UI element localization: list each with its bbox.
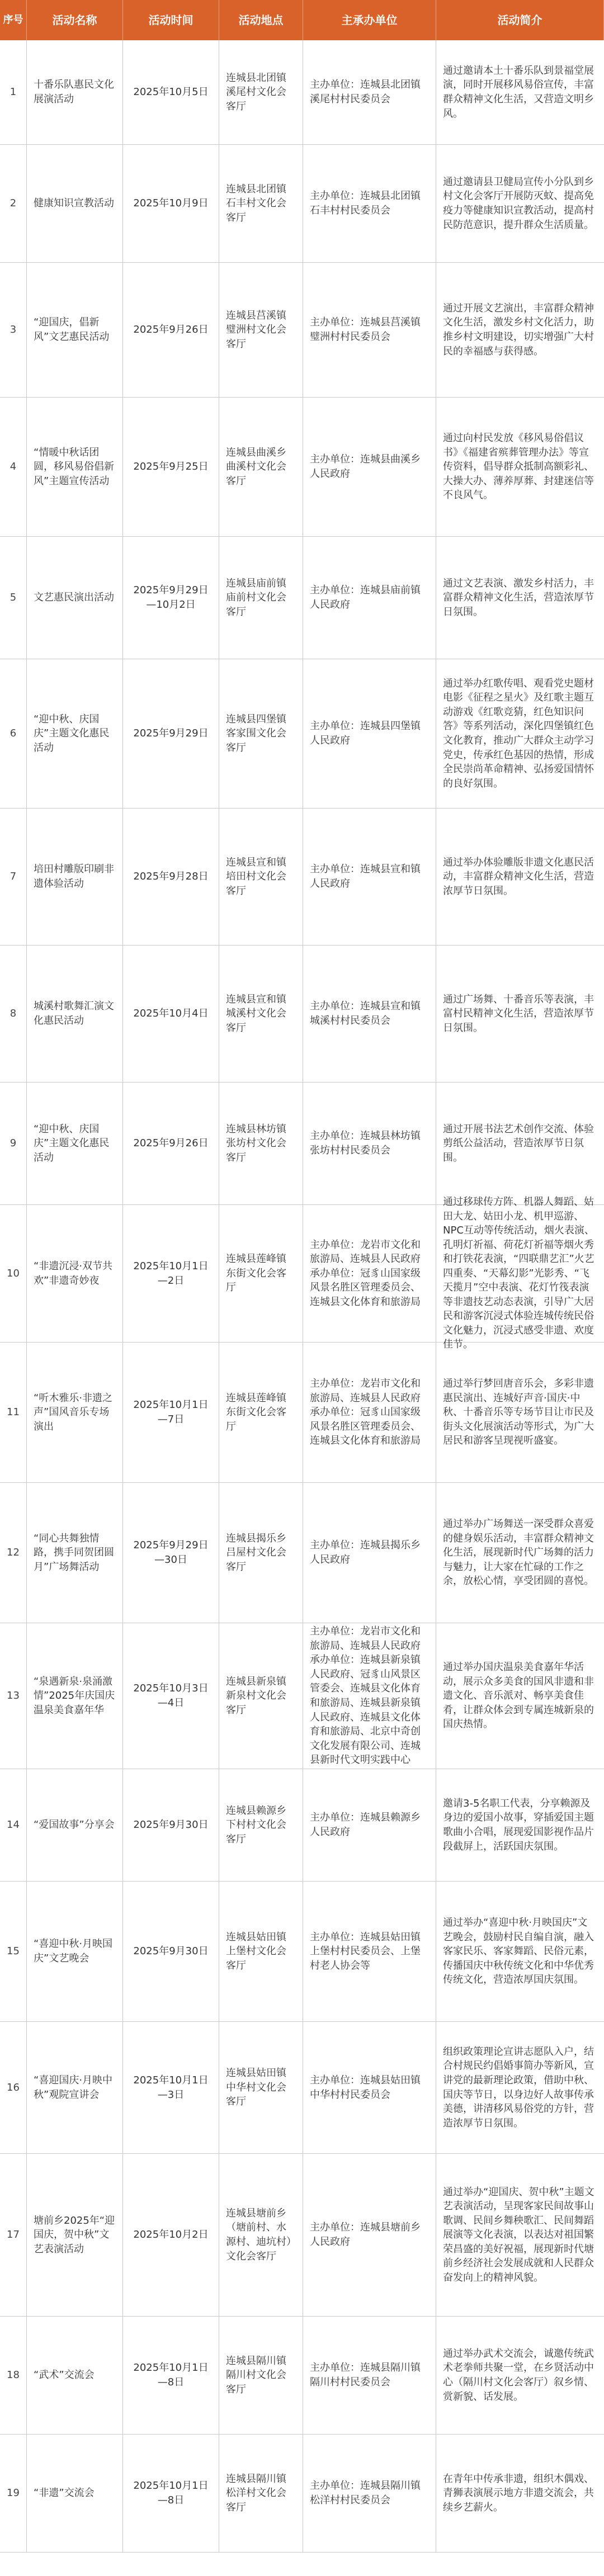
activity-name: “迎中秋、庆国庆”主题文化惠民活动 — [27, 659, 123, 808]
table-row — [0, 2435, 604, 2553]
activity-name: 城溪村歌舞汇演文化惠民活动 — [27, 946, 123, 1082]
table-row — [0, 1083, 604, 1205]
activity-place: 连城县姑田镇中华村文化会客厅 — [219, 2022, 303, 2153]
activity-place: 连城县莲峰镇东街文化会客厅 — [219, 1343, 303, 1482]
activity-place: 连城县宣和镇培田村文化会客厅 — [219, 809, 303, 945]
activity-place: 连城县新泉镇新泉村文化会客厅 — [219, 1623, 303, 1769]
activity-name: 十番乐队惠民文化展演活动 — [27, 40, 123, 144]
activity-place: 连城县林坊镇张坊村文化会客厅 — [219, 1083, 303, 1204]
row-no: 3 — [0, 263, 27, 397]
activity-name: 培田村雕版印刷非遗体验活动 — [27, 809, 123, 945]
table-row — [0, 1483, 604, 1623]
activity-place: 连城县塘前乡（塘前村、水源村、迪坑村）文化会客厅 — [219, 2154, 303, 2316]
activity-org: 主办单位：连城县姑田镇中华村村民委员会 — [303, 2022, 436, 2153]
activity-desc: 通过举办体验雕版非遗文化惠民活动，丰富群众精神文化生活，营造浓厚节日氛围。 — [443, 856, 594, 897]
table-row — [0, 1623, 604, 1769]
table-row — [0, 2154, 604, 2317]
activity-name: “听木雅乐·非遗之声”国风音乐专场演出 — [27, 1343, 123, 1482]
table-row — [0, 537, 604, 659]
activity-place: 连城县赖源乡下村村文化会客厅 — [219, 1769, 303, 1881]
table-row — [0, 1343, 604, 1483]
table-header — [0, 0, 604, 40]
activity-org: 主办单位：连城县北团镇溪尾村村民委员会 — [303, 40, 436, 144]
activity-time: 2025年10月1日—8日 — [123, 2317, 219, 2434]
activity-org: 主办单位：连城县北团镇石丰村村民委员会 — [303, 145, 436, 262]
row-no: 16 — [0, 2022, 27, 2153]
activity-place: 连城县莲峰镇东街文化会客厅 — [219, 1205, 303, 1342]
table-row — [0, 398, 604, 537]
row-no: 10 — [0, 1205, 27, 1342]
row-no: 5 — [0, 537, 27, 659]
activity-time: 2025年10月1日—8日 — [123, 2435, 219, 2552]
activity-time: 2025年10月9日 — [123, 145, 219, 262]
activity-desc: 田大龙、姑田小龙、机甲巡游、NPC互动等传统活动，烟火表演、孔明灯祈福、荷花灯祈福等烟火秀和打铁花表演，“四联鼎艺汇”火艺四重奏、“天幕幻影”光影秀、“飞天揽月”空中表演、花灯竹筏表演等非遗技艺动态表演，引导广大居民和游客沉浸式体验连城传统民俗文化魅力，沉浸式感受非遗、欢度 — [443, 1210, 594, 1336]
row-no: 4 — [0, 398, 27, 536]
activity-desc: 通过举行梦回唐音乐会，多彩非遗惠民演出、连城好声音·国庆·中秋、十番音乐等专场节目让市民及街头文化展演活动等形式，为广大居民和游客呈现视听盛宴。 — [443, 1378, 594, 1447]
activity-desc: 通过向村民发放《移风易俗倡议书》《福建省殡葬管理办法》等宣传资料，倡导群众抵制高额彩礼、大操大办、薄养厚葬、封建迷信等不良风气。 — [443, 432, 594, 502]
activity-place: 连城县四堡镇客家围文化会客厅 — [219, 659, 303, 808]
activity-place: 连城县揭乐乡吕屋村文化会客厅 — [219, 1483, 303, 1623]
table-row — [0, 1769, 604, 1882]
table-row — [0, 659, 604, 809]
activity-name: “迎国庆，倡新风”文艺惠民活动 — [27, 263, 123, 397]
activity-time: 2025年10月4日 — [123, 946, 219, 1082]
activity-org: 主办单位：连城县庙前镇人民政府 — [303, 537, 436, 659]
activity-time: 2025年9月25日 — [123, 398, 219, 536]
table-row — [0, 40, 604, 145]
activity-org: 主办单位：连城县揭乐乡人民政府 — [303, 1483, 436, 1623]
activity-time: 2025年9月30日 — [123, 1769, 219, 1881]
activity-org: 主办单位：连城县姑田镇上堡村村民委员会、上堡村老人协会等 — [303, 1882, 436, 2021]
activity-org: 主办单位：连城县宣和镇城溪村村民委员会 — [303, 946, 436, 1082]
activity-time: 2025年9月26日 — [123, 263, 219, 397]
row-no: 13 — [0, 1623, 27, 1769]
activity-time: 2025年9月26日 — [123, 1083, 219, 1204]
activity-place: 连城县北团镇石丰村文化会客厅 — [219, 145, 303, 262]
activity-time: 2025年9月29日—10月2日 — [123, 537, 219, 659]
activity-name: 塘前乡2025年“迎国庆，贺中秋”文艺表演活动 — [27, 2154, 123, 2316]
activity-desc: 通过开展书法艺术创作交流、体验剪纸公益活动，营造浓厚节日氛围。 — [443, 1123, 594, 1164]
activity-time: 2025年9月28日 — [123, 809, 219, 945]
activity-place: 连城县隔川镇松洋村文化会客厅 — [219, 2435, 303, 2552]
activity-time: 2025年10月1日—7日 — [123, 1343, 219, 1482]
row-no: 19 — [0, 2435, 27, 2552]
activity-desc: 通过举办广场舞送一深受群众喜爱的健身娱乐活动，丰富群众精神文化生活，展现新时代广场舞的活力与魅力，让大家在忙碌的工作之余，放松心情，享受团圆的喜悦。 — [443, 1518, 594, 1587]
header-org: 主承办单位 — [303, 0, 436, 40]
row-no: 7 — [0, 809, 27, 945]
activity-name: “非遗沉浸·双节共欢”非遗奇妙夜 — [27, 1205, 123, 1342]
activity-desc: 通过开展文艺演出，丰富群众精神文化生活，激发乡村文化活力，助推乡村文明建设，切实增强广大村民的幸福感与获得感。 — [443, 302, 594, 357]
activity-desc: 通过广场舞、十番音乐等表演，丰富村民精神文化生活，营造浓厚节日氛围。 — [443, 993, 594, 1034]
header-desc: 活动简介 — [436, 0, 604, 40]
activity-desc: 通过举办“喜迎中秋·月映国庆”文艺晚会，鼓励村民自编自演，融入客家民乐、客家舞蹈、民俗元素，传播国庆中秋传统文化和中华优秀传统文化，营造浓厚国庆氛围。 — [443, 1917, 594, 1986]
activity-name: 健康知识宣教活动 — [27, 145, 123, 262]
activity-time: 2025年10月2日 — [123, 2154, 219, 2316]
activity-time: 2025年10月1日—2日 — [123, 1205, 219, 1342]
activity-time: 2025年9月30日 — [123, 1882, 219, 2021]
row-no: 2 — [0, 145, 27, 262]
activity-place: 连城县隔川镇隔川村文化会客厅 — [219, 2317, 303, 2434]
activity-name: “爱国故事”分享会 — [27, 1769, 123, 1881]
table-row — [0, 2022, 604, 2154]
header-place: 活动地点 — [219, 0, 303, 40]
row-no: 8 — [0, 946, 27, 1082]
activity-name: “喜迎国庆·月映中秋”观院宣讲会 — [27, 2022, 123, 2153]
activity-place: 连城县庙前镇庙前村文化会客厅 — [219, 537, 303, 659]
table-row — [0, 1882, 604, 2022]
activity-desc: 通过举办武术交流会，诚邀传统武术老拳师共聚一堂，在乡贤活动中心（隔川村文化会客厅）叙乡情、赏新貌、话发展。 — [443, 2347, 594, 2403]
row-no: 1 — [0, 40, 27, 144]
activity-desc: 通过举办红歌传唱、观看党史题材电影《征程之星火》及红歌主题互动游戏《红歌竞猜，红色知识问答》等系列活动，深化四堡镇红色文化教育，推动广大群众主动学习党史，传承红色基因的热情，形成全民崇尚革命精神、弘扬爱国情怀的良好氛围。 — [443, 677, 594, 790]
header-name: 活动名称 — [27, 0, 123, 40]
table-row — [0, 2317, 604, 2435]
row-no: 6 — [0, 659, 27, 808]
activity-desc: 通过举办“迎国庆、贺中秋”主题文艺表演活动，呈现客家民间故事山歌调、民间乡舞秧歌汇、民间舞蹈展演等文化表演，以表达对祖国繁荣昌盛的美好祝福，展现新时代塘前乡经济社会发展成就和人民群众奋发向上的精神风貌。 — [443, 2186, 594, 2284]
activity-org: 主办单位：连城县宣和镇人民政府 — [303, 809, 436, 945]
activity-desc: 通过邀请县卫健局宣传小分队到乡村文化会客厅开展防灭蚊、提高免疫力等健康知识宣教活动，提高村民防范意识，提升群众生活质量。 — [443, 176, 594, 231]
table-row — [0, 809, 604, 946]
activity-desc: 组织政策理论宣讲志愿队入户，结合村规民约倡婚事简办等新风，宣讲党的最新理论政策，借助中秋、国庆等节日，以身边好人故事传承美德，讲清移风易俗党的方针，营造浓厚节日氛围。 — [443, 2045, 594, 2129]
activity-name: “情暖中秋话团圆，移风易俗倡新风”主题宣传活动 — [27, 398, 123, 536]
table-row — [0, 1205, 604, 1343]
activity-time: 2025年10月5日 — [123, 40, 219, 144]
activity-desc: 通过文艺表演、激发乡村活力，丰富群众精神文化生活，营造浓厚节日氛围。 — [443, 577, 594, 618]
table-row — [0, 946, 604, 1083]
table-row — [0, 263, 604, 398]
row-no: 18 — [0, 2317, 27, 2434]
activity-org: 主办单位：连城县四堡镇人民政府 — [303, 659, 436, 808]
activity-name: “武术”交流会 — [27, 2317, 123, 2434]
row-no: 15 — [0, 1882, 27, 2021]
activity-name: 文艺惠民演出活动 — [27, 537, 123, 659]
activity-name: “同心共舞独情路，携手同贺团圆月”广场舞活动 — [27, 1483, 123, 1623]
activity-org: 主办单位：连城县曲溪乡人民政府 — [303, 398, 436, 536]
activity-desc: 在青年中传承非遗，组织木偶戏、青狮表演展示地方非遗交流会，共续乡艺薪火。 — [443, 2473, 594, 2513]
activity-place: 连城县宣和镇城溪村文化会客厅 — [219, 946, 303, 1082]
activity-desc: 邀请3-5名职工代表，分享赖源及身边的爱国小故事，穿插爱国主题歌曲小合唱，展现爱国影视作品片段截屏上，活跃国庆氛围。 — [443, 1797, 594, 1852]
activity-org: 主办单位：连城县塘前乡人民政府 — [303, 2154, 436, 2316]
activity-name: “泉遇新泉·泉涌激情”2025年庆国庆温泉美食嘉年华 — [27, 1623, 123, 1769]
activity-place: 连城县姑田镇上堡村文化会客厅 — [219, 1882, 303, 2021]
activity-org: 主办单位：连城县林坊镇张坊村村民委员会 — [303, 1083, 436, 1204]
table-body — [0, 40, 604, 2553]
activity-name: “迎中秋、庆国庆”主题文化惠民活动 — [27, 1083, 123, 1204]
header-no: 序号 — [0, 0, 27, 40]
activity-org: 主办单位：连城县隔川镇松洋村村民委员会 — [303, 2435, 436, 2552]
table-row — [0, 145, 604, 263]
activity-place: 连城县莒溪镇璧洲村文化会客厅 — [219, 263, 303, 397]
activity-place: 连城县北团镇溪尾村文化会客厅 — [219, 40, 303, 144]
activity-place: 连城县曲溪乡曲溪村文化会客厅 — [219, 398, 303, 536]
row-no: 11 — [0, 1343, 27, 1482]
activity-org: 主办单位：连城县莒溪镇璧洲村村民委员会 — [303, 263, 436, 397]
activity-time: 2025年9月29日—30日 — [123, 1483, 219, 1623]
activity-org: 主办单位：龙岩市文化和旅游局、连城县人民政府承办单位：冠豸山国家级风景名胜区管理委员会、连城县文化体育和旅游局 — [303, 1205, 436, 1342]
activity-org: 主办单位：连城县赖源乡人民政府 — [303, 1769, 436, 1881]
activity-time: 2025年9月29日 — [123, 659, 219, 808]
activity-name: “喜迎中秋·月映国庆”文艺晚会 — [27, 1882, 123, 2021]
row-no: 9 — [0, 1083, 27, 1204]
activity-org: 主办单位：龙岩市文化和旅游局、连城县人民政府承办单位：连城县新泉镇人民政府、冠豸山风景区管委会、连城县文化体育和旅游局、连城县新泉镇人民政府、连城县文化体育和旅游局、北京中奇创文化发展有限公司、连城县新时代文明实践中心 — [303, 1623, 436, 1769]
row-no: 17 — [0, 2154, 27, 2316]
activity-org: 主办单位：连城县隔川镇隔川村村民委员会 — [303, 2317, 436, 2434]
activity-org: 主办单位：龙岩市文化和旅游局、连城县人民政府承办单位：冠豸山国家级风景名胜区管理委员会、连城县文化体育和旅游局 — [303, 1343, 436, 1482]
activity-time: 2025年10月1日—3日 — [123, 2022, 219, 2153]
activity-desc: 通过邀请本土十番乐队到景福堂展演，同时开展移风易俗宣传，丰富群众精神文化生活，又营造文明乡风。 — [443, 64, 594, 120]
header-time: 活动时间 — [123, 0, 219, 40]
activity-name: “非遗”交流会 — [27, 2435, 123, 2552]
row-no: 14 — [0, 1769, 27, 1881]
activity-time: 2025年10月3日—4日 — [123, 1623, 219, 1769]
activity-desc: 通过举办国庆温泉美食嘉年华活动，展示众多美食的国风非遗和非遗文化、音乐派对、畅享美食佳肴，让群众体会到专属连城新泉的国庆热情。 — [443, 1661, 594, 1731]
row-no: 12 — [0, 1483, 27, 1623]
